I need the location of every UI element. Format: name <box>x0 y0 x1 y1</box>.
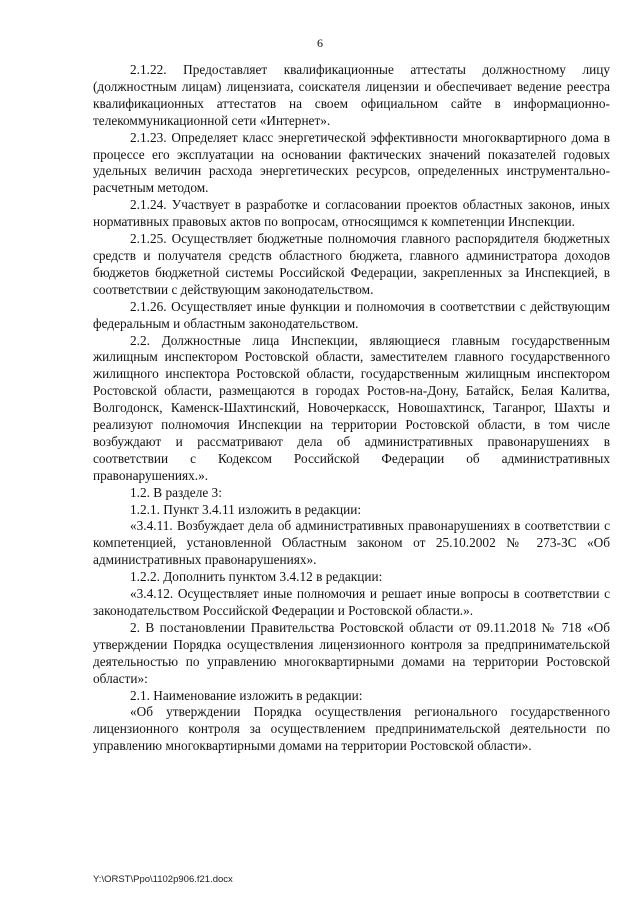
paragraph-2-1-26: 2.1.26. Осуществляет иные функции и полномочия в соответствии с действующим федеральным и областным законодательством. <box>93 298 610 331</box>
paragraph-2-1-23: 2.1.23. Определяет класс энергетической эффективности многоквартирного дома в процессе его эксплуатации на основании фактических значений показателей годовых удельных величин расхода энергетических ресурсов, определенных инструментально-расчетным методом. <box>93 129 610 196</box>
paragraph-3-4-12: «3.4.12. Осуществляет иные полномочия и решает иные вопросы в соответствии с законодательством Российской Федерации и Ростовской области.». <box>93 586 610 618</box>
paragraph-2-1-22: 2.1.22. Предоставляет квалификационные аттестаты должностному лицу (должностным лицам) лицензиата, соискателя лицензии и обеспечивает ведение реестра квалификационных аттестатов на своем официальном сайте в информационно-телекоммуникационной сети «Интернет». <box>93 62 610 128</box>
paragraph-2: 2. В постановлении Правительства Ростовской области от 09.11.2018 № 718 «Об утверждении Порядка осуществления лицензионного контроля за предпринимательской деятельностью по управлению многоквартирными домами на территории Ростовской области»: <box>93 619 610 686</box>
paragraph-title-quote: «Об утверждении Порядка осуществления регионального государственного лицензионного контроля за осуществлением предпринимательской деятельности по управлению многоквартирными домами на территории Ростовской области». <box>93 704 610 754</box>
document-body <box>93 62 610 755</box>
paragraph-1-2: 1.2. В разделе 3: <box>130 484 222 500</box>
paragraph-1-2-1: 1.2.1. Пункт 3.4.11 изложить в редакции: <box>130 501 362 517</box>
paragraph-2-1: 2.1. Наименование изложить в редакции: <box>130 687 363 703</box>
paragraph-3-4-11: «3.4.11. Возбуждает дела об административных правонарушениях в соответствии с компетенцией, установленной Областным законом от 25.10.2002 № 273-ЗС «Об административных правонарушениях». <box>93 518 610 568</box>
footer-file-path: Y:\ORST\Ppo\1102p906.f21.docx <box>93 874 233 885</box>
paragraph-2-1-25: 2.1.25. Осуществляет бюджетные полномочия главного распорядителя бюджетных средств и получателя средств областного бюджета, главного администратора доходов бюджетов бюджетной системы Российской Федерации, закрепленных за Инспекцией, в соответствии с действующим законодательством. <box>93 231 610 297</box>
paragraph-2-2: 2.2. Должностные лица Инспекции, являющиеся главным государственным жилищным инспектором Ростовской области, заместителем главного государственного жилищного инспектора Ростовской области, государственным жилищным инспектором Ростовской области, размещаются в городах Ростов-на-Дону, Батайск, Белая Калитва, Волгодонск, Каменск-Шахтинский, Новочеркасск, Новошахтинск, Таганрог, Шахты и реализуют полномочия Инспекции на территории Ростовской области, в том числе возбуждают и рассматривают дела об административных правонарушениях в соответствии с Кодексом Российской Федерации об административных правонарушениях.». <box>93 332 610 483</box>
page-number: 6 <box>317 36 323 50</box>
paragraph-2-1-24: 2.1.24. Участвует в разработке и согласовании проектов областных законов, иных нормативных правовых актов по вопросам, относящимся к компетенции Инспекции. <box>93 197 610 230</box>
paragraph-1-2-2: 1.2.2. Дополнить пунктом 3.4.12 в редакции: <box>130 569 383 585</box>
